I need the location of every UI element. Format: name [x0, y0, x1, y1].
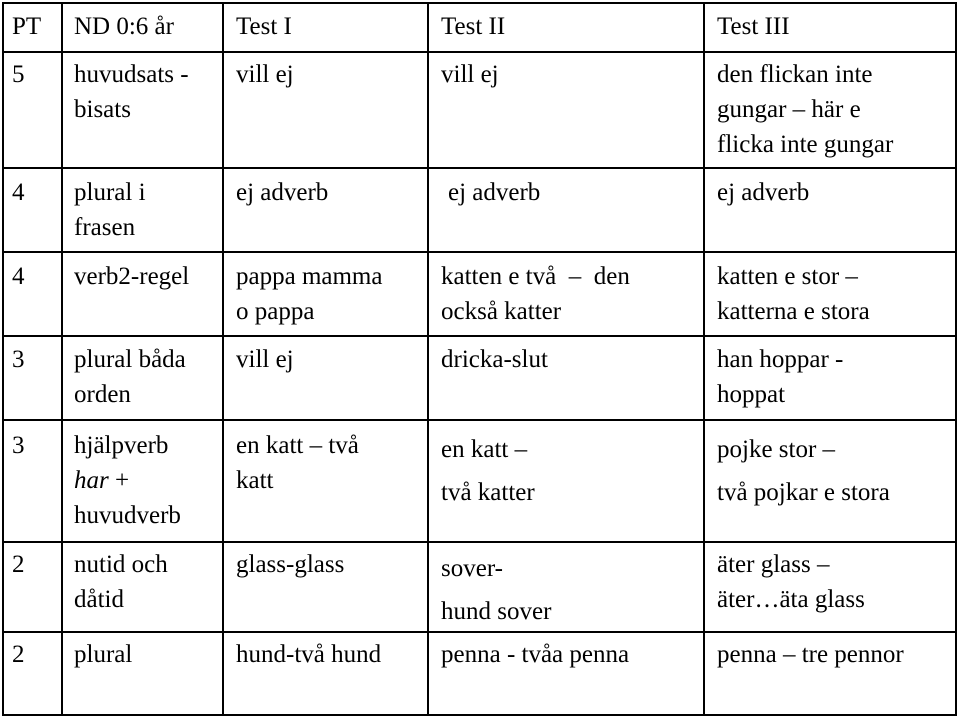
- row-1-test-1: vill ej: [236, 61, 294, 88]
- row-7-test-3: penna – tre pennor: [717, 641, 904, 668]
- row-3-test-3: [717, 259, 870, 329]
- row-4-pt: 3: [12, 346, 25, 373]
- row-3-test-1-line: pappa mamma: [236, 263, 383, 290]
- row-7-test-1: hund-två hund: [236, 641, 382, 668]
- row-4-nd-line: orden: [74, 381, 131, 408]
- row-divider: [2, 419, 957, 421]
- row-5-test-3-line: pojke stor –: [717, 436, 836, 463]
- italic-verb: har: [74, 467, 109, 494]
- row-2-test-3: ej adverb: [717, 179, 810, 206]
- header-pt: PT: [12, 13, 42, 40]
- row-3-pt: 4: [12, 263, 25, 290]
- row-1-test-3: [717, 57, 893, 162]
- row-7-nd: plural: [74, 641, 133, 668]
- row-1-pt: 5: [12, 61, 25, 88]
- row-4-test-3: [717, 342, 843, 412]
- row-6-test-2-line: hund sover: [441, 598, 552, 625]
- row-6-test-3-line: äter…äta glass: [717, 586, 865, 613]
- row-1-nd-line: huvudsats -: [74, 61, 189, 88]
- row-5-test-3: [717, 428, 890, 514]
- row-6-test-2-line: sover-: [441, 555, 503, 582]
- row-6-nd-line: nutid och: [74, 551, 168, 578]
- header-nd: ND 0:6 år: [74, 13, 174, 40]
- table-border-bottom: [2, 714, 957, 716]
- row-1-test-3-line: flicka inte gungar: [717, 131, 894, 158]
- row-5-nd-line: huvudverb: [74, 502, 181, 529]
- row-divider: [2, 251, 957, 253]
- row-1-nd: [74, 57, 189, 127]
- row-5-test-2: [441, 428, 535, 514]
- column-divider: [427, 2, 429, 716]
- header-test-2: Test II: [441, 13, 506, 40]
- row-7-pt: 2: [12, 641, 25, 668]
- row-5-test-1-line: katt: [236, 467, 274, 494]
- column-divider: [222, 2, 224, 716]
- header-test-3: Test III: [717, 13, 790, 40]
- row-4-nd: [74, 342, 186, 412]
- row-2-nd-line: frasen: [74, 214, 136, 241]
- row-5-nd: [74, 428, 181, 533]
- row-5-pt: 3: [12, 432, 25, 459]
- row-4-test-2: dricka-slut: [441, 346, 548, 373]
- table-border-right: [955, 2, 957, 716]
- row-4-test-3-line: han hoppar -: [717, 346, 844, 373]
- row-2-nd: [74, 175, 146, 245]
- row-divider: [2, 541, 957, 543]
- row-divider: [2, 51, 957, 53]
- row-5-nd-line: [74, 463, 181, 498]
- plus-sign: +: [114, 467, 130, 494]
- row-6-test-3-line: äter glass –: [717, 551, 830, 578]
- row-4-test-1: vill ej: [236, 346, 294, 373]
- row-6-test-1: glass-glass: [236, 551, 345, 578]
- row-4-test-3-line: hoppat: [717, 381, 786, 408]
- row-3-test-1: [236, 259, 382, 329]
- row-5-test-1: [236, 428, 359, 498]
- row-6-test-2: [441, 547, 551, 633]
- row-6-pt: 2: [12, 551, 25, 578]
- row-3-test-2: [441, 259, 630, 329]
- table-border-left: [2, 2, 4, 716]
- row-2-pt: 4: [12, 179, 25, 206]
- row-1-test-2: vill ej: [441, 61, 499, 88]
- column-divider: [61, 2, 63, 716]
- row-1-test-3-line: gungar – här e: [717, 96, 861, 123]
- row-3-test-2-line: också katter: [441, 298, 562, 325]
- row-3-test-2-line: katten e två – den: [441, 263, 630, 290]
- row-6-test-3: [717, 547, 865, 617]
- column-divider: [703, 2, 705, 716]
- row-7-test-2: penna - tvåa penna: [441, 641, 630, 668]
- row-divider: [2, 167, 957, 169]
- row-4-nd-line: plural båda: [74, 346, 186, 373]
- row-6-nd: [74, 547, 168, 617]
- row-6-nd-line: dåtid: [74, 586, 124, 613]
- row-3-test-3-line: katten e stor –: [717, 263, 858, 290]
- header-test-1: Test I: [236, 13, 292, 40]
- row-3-test-1-line: o pappa: [236, 298, 315, 325]
- row-1-test-3-line: den flickan inte: [717, 61, 873, 88]
- row-5-test-3-line: två pojkar e stora: [717, 479, 890, 506]
- row-5-nd-line: hjälpverb: [74, 432, 169, 459]
- row-1-nd-line: bisats: [74, 96, 131, 123]
- table-border-top: [2, 2, 957, 4]
- row-divider: [2, 335, 957, 337]
- row-3-test-3-line: katterna e stora: [717, 298, 870, 325]
- row-5-test-1-line: en katt – två: [236, 432, 359, 459]
- row-2-nd-line: plural i: [74, 179, 146, 206]
- row-5-test-2-line: två katter: [441, 479, 535, 506]
- row-5-test-2-line: en katt –: [441, 436, 528, 463]
- row-2-test-2: ej adverb: [448, 179, 541, 206]
- row-3-nd: verb2-regel: [74, 263, 190, 290]
- row-2-test-1: ej adverb: [236, 179, 329, 206]
